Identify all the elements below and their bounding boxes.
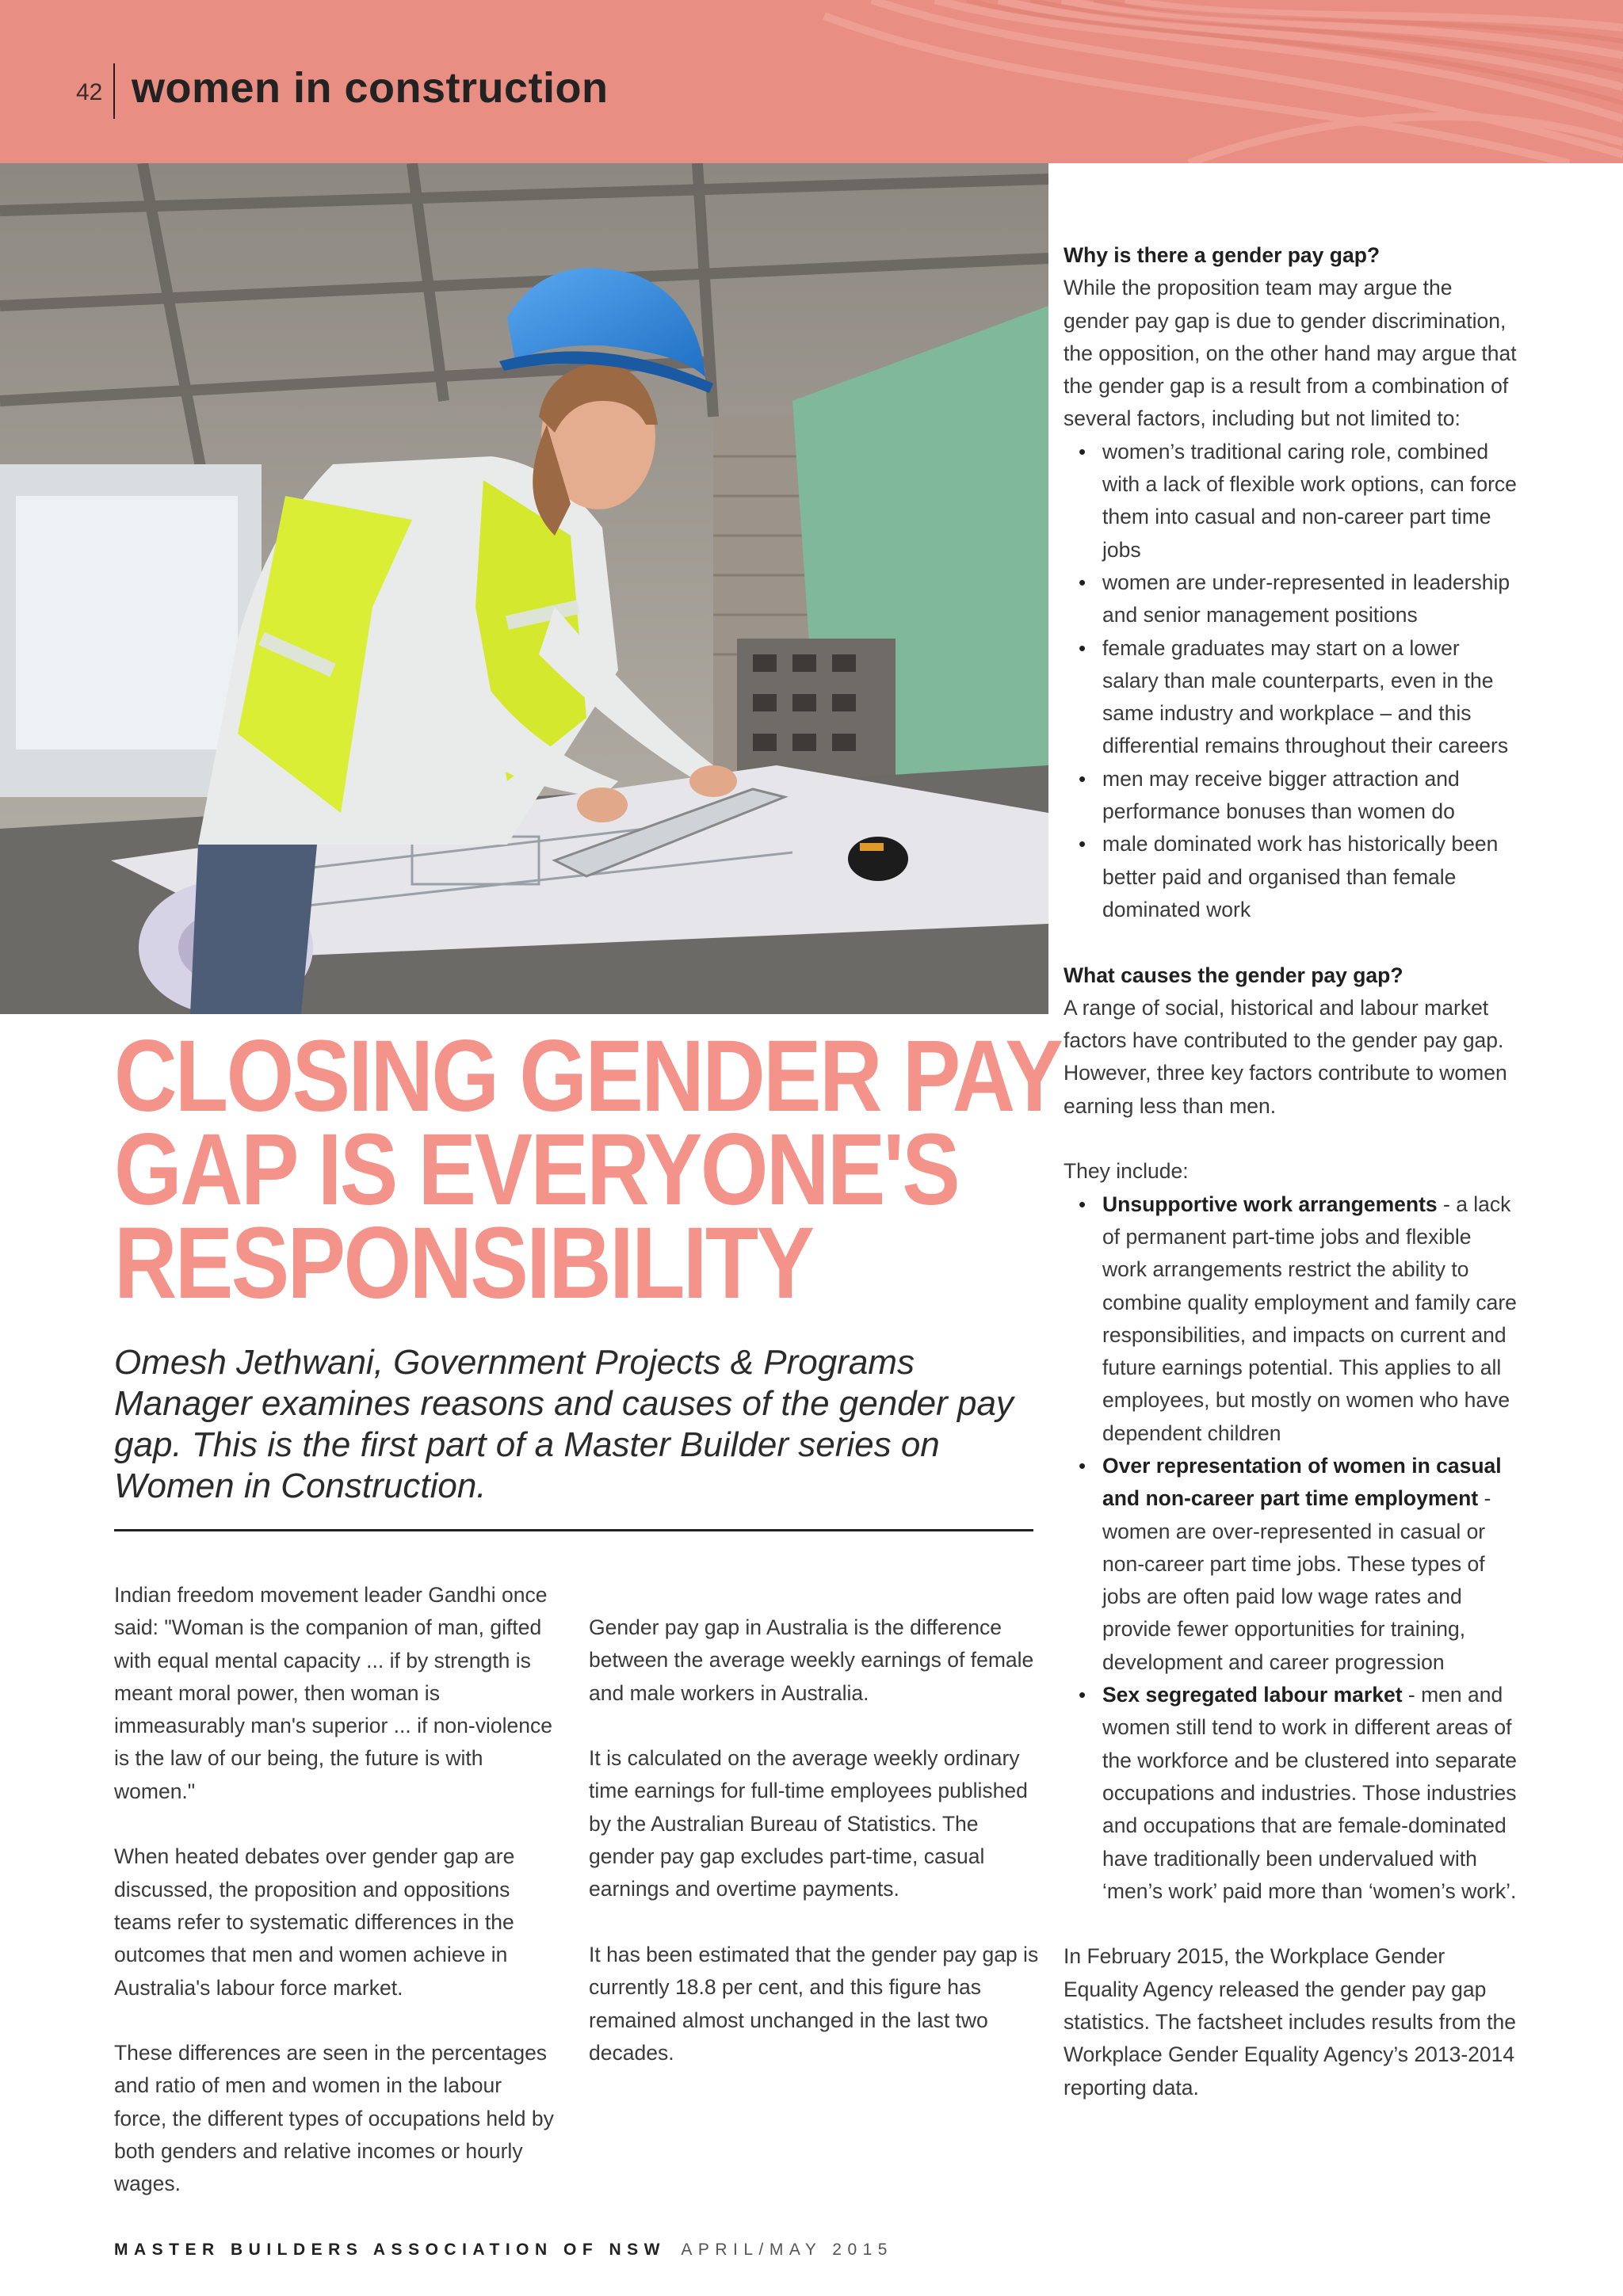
article-standfirst: Omesh Jethwani, Government Projects & Programs Manager examines reasons and causes of the gender pay gap. This is the first part of a Master Builder series on Women in Construction.	[114, 1343, 1014, 1505]
header-divider	[113, 63, 115, 119]
list-item	[1064, 1450, 1519, 1679]
body-column-1	[114, 1579, 558, 2233]
headline-divider	[114, 1529, 1033, 1531]
list-item	[1064, 1679, 1519, 1908]
headline-line-3: RESPONSIBILITY	[114, 1207, 813, 1320]
page-footer	[114, 2241, 893, 2260]
list-item-text: male dominated work has historically been better paid and organised than female dominated work	[1102, 832, 1499, 921]
article-photo	[0, 163, 1048, 1014]
factor-title: Unsupportive work arrangements	[1102, 1192, 1438, 1216]
bullet-icon: •	[1079, 1453, 1086, 1478]
paragraph: In February 2015, the Workplace Gender Equality Agency released the gender pay gap statistics. The factsheet includes results from the Workplace Gender Equality Agency’s 2013-2014 reporting data.	[1064, 1944, 1516, 2100]
bullet-icon: •	[1079, 570, 1086, 594]
footer-organisation: MASTER BUILDERS ASSOCIATION OF NSW	[114, 2241, 666, 2259]
bullet-icon: •	[1079, 766, 1086, 791]
list-item	[1064, 828, 1519, 926]
body-column-3	[1064, 239, 1519, 2104]
list-item-text: men may receive bigger attraction and performance bonuses than women do	[1102, 766, 1460, 824]
list-item	[1064, 566, 1519, 632]
paragraph: It has been estimated that the gender pay gap is currently 18.8 per cent, and this figure has remained almost unchanged in the last two decades.	[589, 1942, 1039, 2065]
subheading-causes: What causes the gender pay gap?	[1064, 963, 1403, 987]
list-item-text: women’s traditional caring role, combined with a lack of flexible work options, can force them into casual and non-career part time jobs	[1102, 439, 1517, 562]
paragraph: When heated debates over gender gap are discussed, the proposition and oppositions teams refer to systematic differences in the outcomes that men and women achieve in Australia's labour force market.	[114, 1844, 515, 2000]
bullet-icon: •	[1079, 832, 1086, 856]
paragraph: It is calculated on the average weekly ordinary time earnings for full-time employees published by the Australian Bureau of Statistics. The gender pay gap excludes part-time, casual earnings and overtime payments.	[589, 1746, 1028, 1901]
construction-worker-illustration	[0, 163, 1048, 1014]
factor-text: - a lack of permanent part-time jobs and flexible work arrangements restrict the ability to combine quality employment and family care responsibilities, and impacts on current and future earnings potential. This applies to all employees, but mostly on women who have dependent children	[1102, 1192, 1517, 1445]
factor-title: Over representation of women in casual and non-career part time employment	[1102, 1453, 1502, 1511]
article-headline	[114, 1020, 1062, 1320]
section-title: women in construction	[132, 64, 609, 112]
bullet-icon: •	[1079, 1192, 1086, 1216]
list-item	[1064, 632, 1519, 763]
headline-line-1: CLOSING GENDER PAY	[114, 1020, 1062, 1133]
bullet-icon: •	[1079, 1683, 1086, 1707]
list-item	[1064, 1188, 1519, 1450]
page-header	[0, 0, 1623, 163]
they-include-label: They include:	[1064, 1159, 1189, 1184]
bullet-icon: •	[1079, 635, 1086, 660]
list-item-text: female graduates may start on a lower salary than male counterparts, even in the same industry and workplace – and this differential remains throughout their careers	[1102, 635, 1509, 758]
factor-title: Sex segregated labour market	[1102, 1683, 1403, 1707]
paragraph: Indian freedom movement leader Gandhi once said: "Woman is the companion of man, gifted with equal mental capacity ... if by strength is meant moral power, then woman is immeasurably man's superior ... if non-violence is the law of our being, the future is with women."	[114, 1583, 552, 1803]
paragraph: These differences are seen in the percentages and ratio of men and women in the labour force, the different types of occupations held by both genders and relative incomes or hourly wages.	[114, 2041, 554, 2196]
factors-list	[1064, 1188, 1519, 1909]
paragraph: Gender pay gap in Australia is the difference between the average weekly earnings of female and male workers in Australia.	[589, 1615, 1034, 1705]
reasons-list	[1064, 436, 1519, 926]
body-column-2	[589, 1611, 1041, 2102]
list-item-text: women are under-represented in leadership and senior management positions	[1102, 570, 1510, 627]
factor-text: - men and women still tend to work in different areas of the workforce and be clustered into separate occupations and industries. Those industries and occupations that are female-dominated have traditionally been undervalued with ‘men’s work’ paid more than ‘women’s work’.	[1102, 1683, 1517, 1903]
list-item	[1064, 436, 1519, 566]
headline-line-2: GAP IS EVERYONE'S	[114, 1113, 959, 1226]
footer-issue-date: APRIL/MAY 2015	[681, 2241, 893, 2259]
factor-text: - women are over-represented in casual or non-career part time jobs. These types of jobs are often paid low wage rates and provide fewer opportunities for training, development and career progression	[1102, 1486, 1491, 1674]
list-item	[1064, 763, 1519, 829]
page-number: 42	[76, 79, 103, 105]
paragraph: A range of social, historical and labour market factors have contributed to the gender pay gap. However, three key factors contribute to women earning less than men.	[1064, 995, 1507, 1118]
paragraph: While the proposition team may argue the gender pay gap is due to gender discrimination, the opposition, on the other hand may argue that the gender gap is a result from a combination of several factors, including but not limited to:	[1064, 276, 1517, 431]
bullet-icon: •	[1079, 439, 1086, 463]
subheading-why-gap: Why is there a gender pay gap?	[1064, 243, 1381, 267]
